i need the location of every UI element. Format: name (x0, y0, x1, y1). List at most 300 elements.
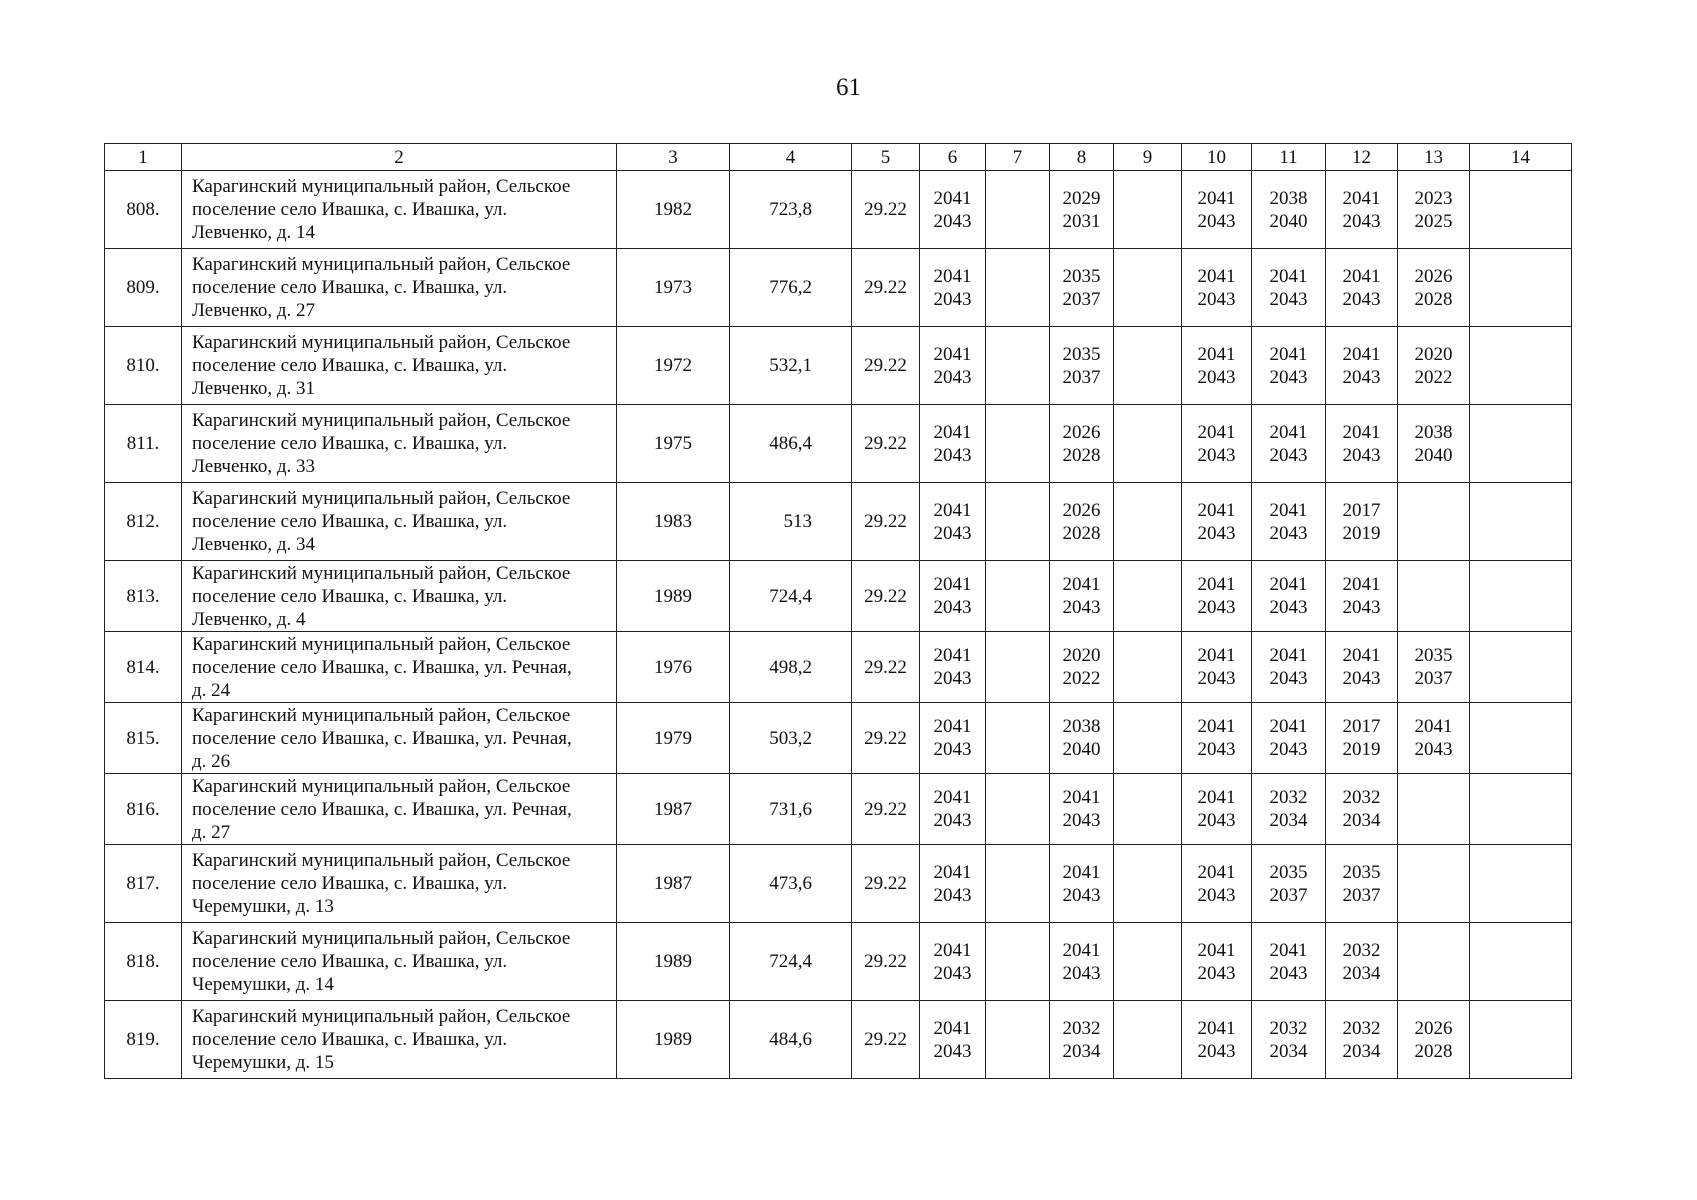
col6-cell (920, 1001, 986, 1079)
col8-line: 2037 (1062, 288, 1101, 310)
address-cell (182, 1001, 617, 1079)
code-cell: 29.22 (852, 774, 920, 845)
address-line: поселение село Ивашка, с. Ивашка, ул. (192, 199, 508, 220)
col6-line: 2041 (933, 343, 972, 365)
col10-cell (1182, 249, 1252, 327)
col12-cell (1326, 923, 1398, 1001)
row-number-cell: 812. (105, 483, 182, 561)
col6-line: 2041 (933, 787, 972, 808)
table-row (105, 171, 1572, 249)
col11-line: 2034 (1269, 1040, 1308, 1062)
address-line: поселение село Ивашка, с. Ивашка, ул. (192, 433, 508, 454)
address-line: Черемушки, д. 15 (192, 1052, 334, 1073)
col14-cell (1470, 1001, 1572, 1079)
address-cell (182, 703, 617, 774)
col12-cell (1326, 703, 1398, 774)
col8-line: 2034 (1062, 1040, 1101, 1062)
col11-cell (1252, 1001, 1326, 1079)
col6-line: 2043 (933, 288, 972, 310)
column-header-1: 1 (105, 144, 182, 171)
col10-line: 2043 (1197, 1040, 1236, 1062)
address-line: поселение село Ивашка, с. Ивашка, ул. (192, 511, 508, 532)
col10-line: 2043 (1197, 597, 1236, 618)
col8-cell (1050, 923, 1114, 1001)
address-cell (182, 774, 617, 845)
col13-line: 2038 (1414, 421, 1453, 443)
col12-line: 2019 (1342, 522, 1381, 544)
table-row (105, 561, 1572, 632)
col10-line: 2041 (1197, 187, 1236, 209)
year-cell: 1987 (617, 774, 730, 845)
row-number-cell: 814. (105, 632, 182, 703)
address-line: Карагинский муниципальный район, Сельское (192, 1006, 571, 1027)
col10-line: 2043 (1197, 739, 1236, 760)
row-number-cell: 809. (105, 249, 182, 327)
col7-cell (986, 774, 1050, 845)
col6-line: 2043 (933, 597, 972, 618)
col12-line: 2041 (1342, 645, 1381, 666)
col11-line: 2041 (1269, 574, 1308, 595)
col10-line: 2043 (1197, 962, 1236, 984)
col14-cell (1470, 703, 1572, 774)
col10-line: 2041 (1197, 343, 1236, 365)
col13-line: 2026 (1414, 1017, 1453, 1039)
col6-line: 2043 (933, 962, 972, 984)
code-cell: 29.22 (852, 1001, 920, 1079)
col10-line: 2043 (1197, 810, 1236, 831)
col8-cell (1050, 845, 1114, 923)
address-line: поселение село Ивашка, с. Ивашка, ул. (192, 585, 508, 607)
col13-line: 2023 (1414, 187, 1453, 209)
col11-line: 2041 (1269, 343, 1308, 365)
col13-cell (1398, 923, 1470, 1001)
col8-cell (1050, 171, 1114, 249)
col10-cell (1182, 327, 1252, 405)
col7-cell (986, 483, 1050, 561)
col10-line: 2043 (1197, 668, 1236, 689)
col10-cell (1182, 405, 1252, 483)
row-number-cell: 819. (105, 1001, 182, 1079)
col14-cell (1470, 561, 1572, 632)
col8-line: 2022 (1062, 668, 1101, 689)
col6-cell (920, 923, 986, 1001)
column-header-3: 3 (617, 144, 730, 171)
code-cell: 29.22 (852, 632, 920, 703)
col12-cell (1326, 632, 1398, 703)
table-row (105, 774, 1572, 845)
address-cell (182, 923, 617, 1001)
col8-cell (1050, 1001, 1114, 1079)
col13-cell (1398, 632, 1470, 703)
year-cell: 1973 (617, 249, 730, 327)
col11-line: 2043 (1269, 444, 1308, 466)
col10-line: 2043 (1197, 366, 1236, 388)
address-line: Карагинский муниципальный район, Сельское (192, 633, 571, 655)
address-line: поселение село Ивашка, с. Ивашка, ул. (192, 277, 508, 298)
col11-cell (1252, 632, 1326, 703)
col13-line: 2020 (1414, 343, 1453, 365)
col6-cell (920, 249, 986, 327)
col6-line: 2041 (933, 1017, 972, 1039)
code-cell: 29.22 (852, 171, 920, 249)
col13-line: 2037 (1414, 668, 1453, 689)
col12-line: 2043 (1342, 444, 1381, 466)
col8-line: 2040 (1062, 739, 1101, 760)
year-cell: 1989 (617, 923, 730, 1001)
col9-cell (1114, 774, 1182, 845)
address-line: Карагинский муниципальный район, Сельское (192, 410, 571, 431)
col14-cell (1470, 249, 1572, 327)
col10-line: 2041 (1197, 645, 1236, 666)
col7-cell (986, 327, 1050, 405)
col13-line: 2035 (1414, 645, 1453, 666)
col9-cell (1114, 405, 1182, 483)
address-line: Карагинский муниципальный район, Сельское (192, 562, 571, 584)
col12-line: 2041 (1342, 187, 1381, 209)
col8-line: 2029 (1062, 187, 1101, 209)
col11-cell (1252, 405, 1326, 483)
row-number-cell: 811. (105, 405, 182, 483)
address-line: Карагинский муниципальный район, Сельское (192, 704, 571, 726)
col14-cell (1470, 405, 1572, 483)
col11-line: 2038 (1269, 187, 1308, 209)
col8-line: 2031 (1062, 210, 1101, 232)
col7-cell (986, 632, 1050, 703)
col8-line: 2028 (1062, 444, 1101, 466)
col6-cell (920, 774, 986, 845)
table-row (105, 923, 1572, 1001)
col6-cell (920, 327, 986, 405)
area-cell: 724,4 (730, 561, 852, 632)
col9-cell (1114, 632, 1182, 703)
col12-line: 2017 (1342, 716, 1381, 737)
address-line: Левченко, д. 33 (192, 456, 316, 477)
column-header-6: 6 (920, 144, 986, 171)
col11-line: 2032 (1269, 1017, 1308, 1039)
col12-cell (1326, 774, 1398, 845)
address-line: Карагинский муниципальный район, Сельское (192, 775, 571, 797)
col8-line: 2037 (1062, 366, 1101, 388)
col10-line: 2041 (1197, 939, 1236, 961)
col11-line: 2032 (1269, 787, 1308, 808)
col11-line: 2041 (1269, 645, 1308, 666)
col6-line: 2041 (933, 645, 972, 666)
col12-cell (1326, 561, 1398, 632)
col12-cell (1326, 483, 1398, 561)
address-line: Левченко, д. 31 (192, 378, 316, 399)
year-cell: 1979 (617, 703, 730, 774)
col10-cell (1182, 171, 1252, 249)
col12-cell (1326, 249, 1398, 327)
col8-line: 2043 (1062, 884, 1101, 906)
area-cell: 498,2 (730, 632, 852, 703)
table-row (105, 483, 1572, 561)
col12-line: 2043 (1342, 366, 1381, 388)
row-number-cell: 808. (105, 171, 182, 249)
address-line: поселение село Ивашка, с. Ивашка, ул. (192, 951, 508, 972)
table-row (105, 632, 1572, 703)
col12-line: 2041 (1342, 343, 1381, 365)
col13-cell (1398, 405, 1470, 483)
col6-line: 2043 (933, 810, 972, 831)
col12-line: 2032 (1342, 1017, 1381, 1039)
col6-cell (920, 483, 986, 561)
col6-line: 2041 (933, 716, 972, 737)
year-cell: 1989 (617, 1001, 730, 1079)
col14-cell (1470, 774, 1572, 845)
col10-line: 2041 (1197, 499, 1236, 521)
col8-cell (1050, 632, 1114, 703)
col10-cell (1182, 483, 1252, 561)
col9-cell (1114, 845, 1182, 923)
area-cell: 513 (730, 483, 852, 561)
col12-line: 2043 (1342, 210, 1381, 232)
address-line: Карагинский муниципальный район, Сельское (192, 254, 571, 275)
col6-line: 2041 (933, 861, 972, 883)
area-cell: 776,2 (730, 249, 852, 327)
year-cell: 1987 (617, 845, 730, 923)
table-row (105, 1001, 1572, 1079)
address-line: Карагинский муниципальный район, Сельское (192, 928, 571, 949)
address-cell (182, 405, 617, 483)
table-row (105, 327, 1572, 405)
col9-cell (1114, 561, 1182, 632)
col12-line: 2034 (1342, 810, 1381, 831)
col13-line: 2043 (1414, 739, 1453, 760)
code-cell: 29.22 (852, 327, 920, 405)
col11-cell (1252, 703, 1326, 774)
col10-line: 2041 (1197, 861, 1236, 883)
column-header-8: 8 (1050, 144, 1114, 171)
col6-line: 2043 (933, 522, 972, 544)
col11-line: 2043 (1269, 522, 1308, 544)
col8-cell (1050, 483, 1114, 561)
col8-cell (1050, 561, 1114, 632)
col12-cell (1326, 171, 1398, 249)
col6-line: 2043 (933, 668, 972, 689)
col12-line: 2034 (1342, 1040, 1381, 1062)
col12-line: 2041 (1342, 265, 1381, 287)
column-header-10: 10 (1182, 144, 1252, 171)
area-cell: 724,4 (730, 923, 852, 1001)
address-line: Карагинский муниципальный район, Сельское (192, 488, 571, 509)
col8-line: 2026 (1062, 499, 1101, 521)
col6-line: 2041 (933, 939, 972, 961)
col9-cell (1114, 923, 1182, 1001)
col7-cell (986, 845, 1050, 923)
col12-line: 2037 (1342, 884, 1381, 906)
code-cell: 29.22 (852, 845, 920, 923)
col11-line: 2043 (1269, 668, 1308, 689)
address-cell (182, 845, 617, 923)
col10-line: 2041 (1197, 1017, 1236, 1039)
col8-line: 2041 (1062, 861, 1101, 883)
col11-cell (1252, 845, 1326, 923)
table-row (105, 405, 1572, 483)
year-cell: 1972 (617, 327, 730, 405)
col6-line: 2041 (933, 499, 972, 521)
col12-line: 2041 (1342, 574, 1381, 595)
col6-cell (920, 632, 986, 703)
col10-line: 2041 (1197, 421, 1236, 443)
col10-cell (1182, 1001, 1252, 1079)
address-line: Карагинский муниципальный район, Сельское (192, 850, 571, 871)
col14-cell (1470, 171, 1572, 249)
col7-cell (986, 171, 1050, 249)
col8-cell (1050, 249, 1114, 327)
col8-cell (1050, 774, 1114, 845)
col9-cell (1114, 483, 1182, 561)
code-cell: 29.22 (852, 483, 920, 561)
col11-cell (1252, 774, 1326, 845)
table-body (105, 171, 1572, 1079)
col6-line: 2043 (933, 739, 972, 760)
col11-line: 2041 (1269, 939, 1308, 961)
col6-line: 2043 (933, 884, 972, 906)
col10-line: 2043 (1197, 288, 1236, 310)
col8-cell (1050, 405, 1114, 483)
col8-line: 2035 (1062, 343, 1101, 365)
area-cell: 723,8 (730, 171, 852, 249)
table-row (105, 249, 1572, 327)
row-number-cell: 813. (105, 561, 182, 632)
area-cell: 731,6 (730, 774, 852, 845)
year-cell: 1976 (617, 632, 730, 703)
col13-cell (1398, 171, 1470, 249)
col10-line: 2043 (1197, 884, 1236, 906)
address-line: д. 24 (192, 679, 231, 701)
code-cell: 29.22 (852, 703, 920, 774)
col13-line: 2041 (1414, 716, 1453, 737)
col10-line: 2041 (1197, 716, 1236, 737)
col8-line: 2032 (1062, 1017, 1101, 1039)
col8-line: 2043 (1062, 597, 1101, 618)
row-number-cell: 817. (105, 845, 182, 923)
col11-cell (1252, 923, 1326, 1001)
col8-line: 2043 (1062, 810, 1101, 831)
col12-cell (1326, 1001, 1398, 1079)
col10-line: 2041 (1197, 787, 1236, 808)
row-number-cell: 815. (105, 703, 182, 774)
address-line: поселение село Ивашка, с. Ивашка, ул. (192, 1029, 508, 1050)
col10-cell (1182, 774, 1252, 845)
col13-line: 2028 (1414, 288, 1453, 310)
col6-line: 2041 (933, 265, 972, 287)
address-cell (182, 327, 617, 405)
col12-line: 2043 (1342, 668, 1381, 689)
col12-line: 2043 (1342, 597, 1381, 618)
col12-line: 2017 (1342, 499, 1381, 521)
col7-cell (986, 405, 1050, 483)
column-header-7: 7 (986, 144, 1050, 171)
col6-cell (920, 561, 986, 632)
table-row (105, 703, 1572, 774)
col13-cell (1398, 703, 1470, 774)
column-header-5: 5 (852, 144, 920, 171)
address-line: Черемушки, д. 14 (192, 974, 334, 995)
col11-line: 2043 (1269, 739, 1308, 760)
col8-line: 2020 (1062, 645, 1101, 666)
col11-cell (1252, 483, 1326, 561)
col8-line: 2041 (1062, 939, 1101, 961)
col6-line: 2041 (933, 421, 972, 443)
column-header-4: 4 (730, 144, 852, 171)
year-cell: 1983 (617, 483, 730, 561)
col8-line: 2028 (1062, 522, 1101, 544)
col12-cell (1326, 405, 1398, 483)
col11-line: 2041 (1269, 499, 1308, 521)
col6-cell (920, 171, 986, 249)
col10-cell (1182, 845, 1252, 923)
col12-cell (1326, 845, 1398, 923)
col11-cell (1252, 249, 1326, 327)
col12-line: 2032 (1342, 787, 1381, 808)
col14-cell (1470, 845, 1572, 923)
col11-line: 2043 (1269, 288, 1308, 310)
col6-line: 2041 (933, 574, 972, 595)
col12-line: 2032 (1342, 939, 1381, 961)
address-line: д. 27 (192, 821, 231, 843)
col6-line: 2041 (933, 187, 972, 209)
table-row (105, 845, 1572, 923)
col12-line: 2041 (1342, 421, 1381, 443)
address-line: Левченко, д. 27 (192, 300, 316, 321)
column-number-row (105, 144, 1572, 171)
col9-cell (1114, 703, 1182, 774)
address-line: Левченко, д. 34 (192, 534, 316, 555)
col14-cell (1470, 483, 1572, 561)
column-header-11: 11 (1252, 144, 1326, 171)
col14-cell (1470, 923, 1572, 1001)
col11-line: 2034 (1269, 810, 1308, 831)
col14-cell (1470, 327, 1572, 405)
col6-cell (920, 845, 986, 923)
col12-line: 2035 (1342, 861, 1381, 883)
col9-cell (1114, 327, 1182, 405)
col10-line: 2041 (1197, 574, 1236, 595)
col13-cell (1398, 249, 1470, 327)
address-line: поселение село Ивашка, с. Ивашка, ул. (192, 873, 508, 894)
address-cell (182, 561, 617, 632)
col11-line: 2037 (1269, 884, 1308, 906)
col13-cell (1398, 561, 1470, 632)
column-header-9: 9 (1114, 144, 1182, 171)
area-cell: 503,2 (730, 703, 852, 774)
col11-line: 2041 (1269, 265, 1308, 287)
col10-cell (1182, 923, 1252, 1001)
col11-cell (1252, 561, 1326, 632)
col12-line: 2019 (1342, 739, 1381, 760)
year-cell: 1975 (617, 405, 730, 483)
col6-line: 2043 (933, 444, 972, 466)
col8-line: 2043 (1062, 962, 1101, 984)
col13-cell (1398, 845, 1470, 923)
col13-cell (1398, 327, 1470, 405)
col7-cell (986, 703, 1050, 774)
address-line: поселение село Ивашка, с. Ивашка, ул. Речная, (192, 727, 572, 749)
address-line: Черемушки, д. 13 (192, 896, 334, 917)
address-line: поселение село Ивашка, с. Ивашка, ул. (192, 355, 508, 376)
address-cell (182, 249, 617, 327)
col9-cell (1114, 1001, 1182, 1079)
col11-line: 2035 (1269, 861, 1308, 883)
area-cell: 473,6 (730, 845, 852, 923)
row-number-cell: 810. (105, 327, 182, 405)
code-cell: 29.22 (852, 249, 920, 327)
area-cell: 532,1 (730, 327, 852, 405)
col11-line: 2043 (1269, 962, 1308, 984)
col10-line: 2041 (1197, 265, 1236, 287)
